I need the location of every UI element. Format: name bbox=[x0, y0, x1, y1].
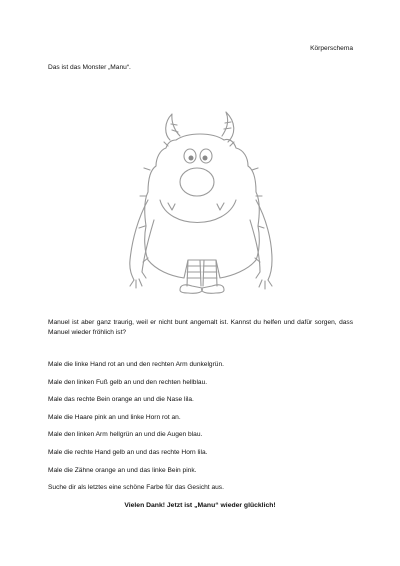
right-arm bbox=[256, 200, 272, 280]
left-foot bbox=[180, 285, 202, 293]
right-horn-stripes bbox=[224, 122, 231, 129]
instruction-item: Suche dir als letztes eine schöne Farbe für das Gesicht aus. bbox=[48, 484, 224, 492]
intro-text: Das ist das Monster „Manu“. bbox=[48, 64, 131, 71]
left-leg bbox=[187, 260, 201, 286]
instruction-item: Male die Haare pink an und linke Horn rot an. bbox=[48, 413, 181, 421]
instruction-item: Male das rechte Bein orange an und die Nase lila. bbox=[48, 396, 194, 404]
monster-mouth bbox=[160, 200, 236, 223]
right-foot bbox=[202, 285, 224, 293]
left-pupil bbox=[189, 156, 194, 161]
instruction-item: Male die Zähne orange an und das linke Bein pink. bbox=[48, 466, 197, 474]
right-horn bbox=[222, 112, 234, 142]
instruction-item: Male die rechte Hand gelb an und das rechte Horn lila. bbox=[48, 448, 208, 456]
right-leg bbox=[203, 260, 217, 286]
right-leg-stripes bbox=[203, 266, 217, 278]
left-hand bbox=[130, 272, 146, 288]
right-pupil bbox=[203, 156, 208, 161]
instruction-item: Male die linke Hand rot an und den rechten Arm dunkelgrün. bbox=[48, 361, 224, 368]
monster-teeth bbox=[168, 203, 224, 210]
instruction-item: Male den linken Fuß gelb an und den rechten hellblau. bbox=[48, 378, 208, 386]
page-header-title: Körperschema bbox=[310, 45, 353, 52]
left-horn bbox=[166, 114, 180, 140]
closing-text: Vielen Dank! Jetzt ist „Manu“ wieder glücklich! bbox=[124, 502, 276, 509]
instruction-item: Male den linken Arm hellgrün an und die Augen blau. bbox=[48, 431, 203, 439]
monster-illustration bbox=[108, 100, 290, 295]
left-leg-stripes bbox=[187, 266, 201, 278]
monster-nose bbox=[180, 168, 214, 196]
question-text: Manuel ist aber ganz traurig, weil er nicht bunt angemalt ist. Kannst du helfen und dafür sorgen, dass Manuel wieder fröhlich ist? bbox=[48, 319, 353, 336]
instruction-list bbox=[48, 361, 358, 502]
